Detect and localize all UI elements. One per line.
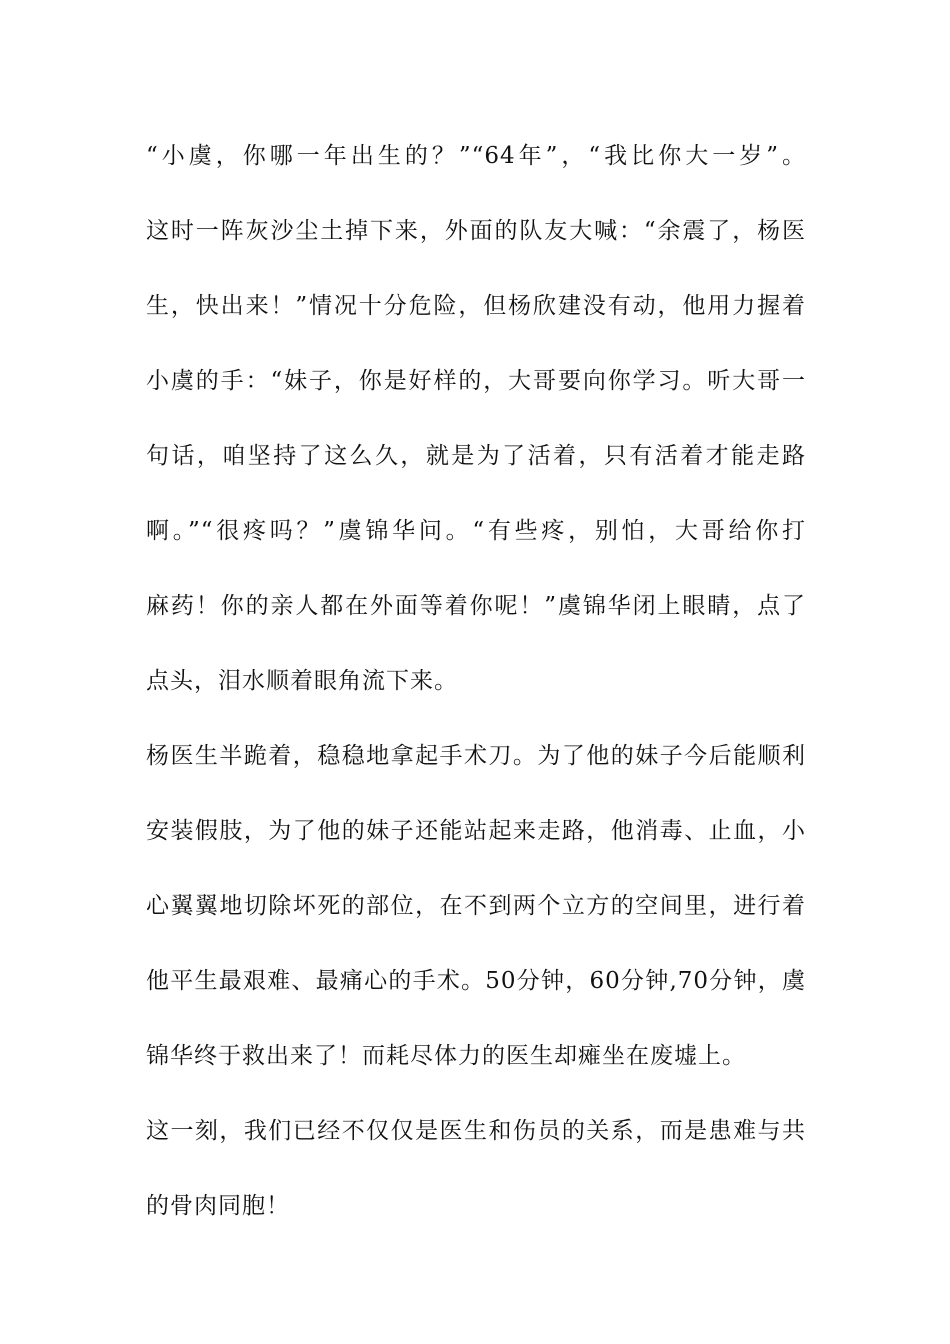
text-line: 安装假肢，为了他的妹子还能站起来走路，他消毒、止血，小 xyxy=(146,818,806,844)
text-line: “小虞，你哪一年出生的？”“64年”，“我比你大一岁”。 xyxy=(146,143,806,169)
text-line: 心翼翼地切除坏死的部位，在不到两个立方的空间里，进行着 xyxy=(146,893,806,919)
text-line: 杨医生半跪着，稳稳地拿起手术刀。为了他的妹子今后能顺利 xyxy=(146,743,806,769)
text-line: 啊。”“很疼吗？”虞锦华问。“有些疼，别怕，大哥给你打 xyxy=(146,518,806,544)
text-line: 这时一阵灰沙尘土掉下来，外面的队友大喊：“余震了，杨医 xyxy=(146,218,806,244)
text-line: 生，快出来！”情况十分危险，但杨欣建没有动，他用力握着 xyxy=(146,293,806,319)
text-line: 小虞的手：“妹子，你是好样的，大哥要向你学习。听大哥一 xyxy=(146,368,806,394)
text-line: 他平生最艰难、最痛心的手术。50分钟，60分钟,70分钟，虞 xyxy=(146,968,806,994)
text-line: 麻药！你的亲人都在外面等着你呢！”虞锦华闭上眼睛，点了 xyxy=(146,593,806,619)
text-line: 点头，泪水顺着眼角流下来。 xyxy=(146,668,458,694)
text-line: 这一刻，我们已经不仅仅是医生和伤员的关系，而是患难与共 xyxy=(146,1118,806,1144)
text-line: 的骨肉同胞！ xyxy=(146,1193,290,1219)
text-line: 句话，咱坚持了这么久，就是为了活着，只有活着才能走路 xyxy=(146,443,806,469)
text-line: 锦华终于救出来了！而耗尽体力的医生却瘫坐在废墟上。 xyxy=(146,1043,746,1069)
